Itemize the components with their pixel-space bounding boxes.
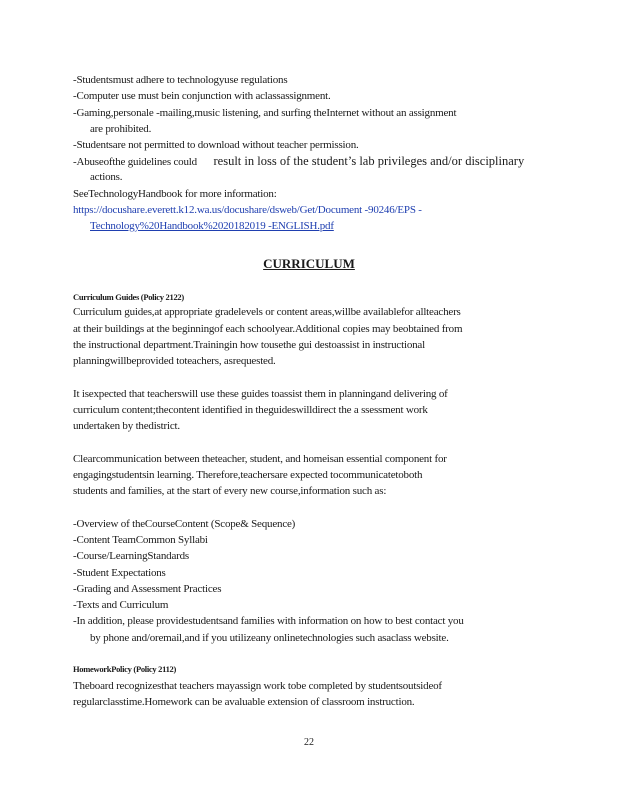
rule-adhere-regulations: -Studentsmust adhere to technologyuse regulations: [73, 74, 288, 86]
communication-line: engagingstudentsin learning. Therefore,teachersare expected tocommunicatetoboth: [73, 469, 423, 481]
rule-computer-use: -Computer use must bein conjunction with aclassassignment.: [73, 90, 331, 102]
page-number: 22: [304, 737, 314, 748]
handbook-link-cont[interactable]: Technology%20Handbook%2020182019 -ENGLISH.pdf: [90, 220, 334, 232]
rule-abuse-start: -Abuseofthe guidelines could: [73, 156, 197, 168]
communication-line: students and families, at the start of every new course,information such as:: [73, 485, 387, 497]
info-item-contact-cont: by phone and/oremail,and if you utilizeany onlinetechnologies such asaclass website.: [90, 632, 449, 644]
homework-line: regularclasstime.Homework can be avaluable extension of classroom instruction.: [73, 696, 415, 708]
info-item-overview: -Overview of theCourseContent (Scope& Sequence): [73, 518, 296, 530]
rule-gaming-prohibited-cont: are prohibited.: [90, 123, 152, 135]
handbook-link[interactable]: https://docushare.everett.k12.wa.us/docushare/dsweb/Get/Document -90246/EPS -: [73, 204, 422, 216]
handbook-reference: SeeTechnologyHandbook for more information:: [73, 188, 277, 200]
curriculum-heading: CURRICULUM: [263, 256, 355, 271]
expectation-line: undertaken by thedistrict.: [73, 420, 180, 432]
curriculum-guides-line: Curriculum guides,at appropriate gradelevels or content areas,willbe availablefor allteachers: [73, 306, 461, 318]
info-item-texts: -Texts and Curriculum: [73, 599, 169, 611]
info-item-expectations: -Student Expectations: [73, 567, 166, 579]
communication-line: Clearcommunication between theteacher, student, and homeisan essential component for: [73, 453, 447, 465]
handbook-link-line2[interactable]: [90, 219, 540, 233]
curriculum-guides-line: the instructional department.Trainingin how tousethe gui destoassist in instructional: [73, 339, 425, 351]
rule-gaming-prohibited: -Gaming,personale -mailing,music listening, and surfing theInternet without an assignment: [73, 107, 457, 119]
rule-abuse: [73, 154, 543, 169]
homework-line: Theboard recognizesthat teachers mayassign work tobe completed by studentsoutsideof: [73, 680, 442, 692]
rule-abuse-consequence: result in loss of the student’s lab privileges and/or disciplinary: [213, 154, 525, 168]
expectation-line: It isexpected that teacherswill use these guides toassist them in planningand delivering of: [73, 388, 448, 400]
rule-abuse-cont: actions.: [90, 171, 123, 183]
info-item-contact: -In addition, please providestudentsand families with information on how to best contact you: [73, 615, 464, 627]
homework-policy-title: HomeworkPolicy (Policy 2112): [73, 664, 177, 674]
curriculum-guides-title: Curriculum Guides (Policy 2122): [73, 292, 184, 302]
expectation-line: curriculum content;thecontent identified in theguideswilldirect the a ssessment work: [73, 404, 428, 416]
info-item-syllabi: -Content TeamCommon Syllabi: [73, 534, 208, 546]
rule-no-download: -Studentsare not permitted to download without teacher permission.: [73, 139, 359, 151]
curriculum-guides-line: planningwillbeprovided toteachers, asrequested.: [73, 355, 276, 367]
info-item-grading: -Grading and Assessment Practices: [73, 583, 222, 595]
handbook-link-line1[interactable]: [73, 203, 543, 217]
curriculum-guides-line: at their buildings at the beginningof each schoolyear.Additional copies may beobtained from: [73, 323, 463, 335]
info-item-standards: -Course/LearningStandards: [73, 550, 189, 562]
